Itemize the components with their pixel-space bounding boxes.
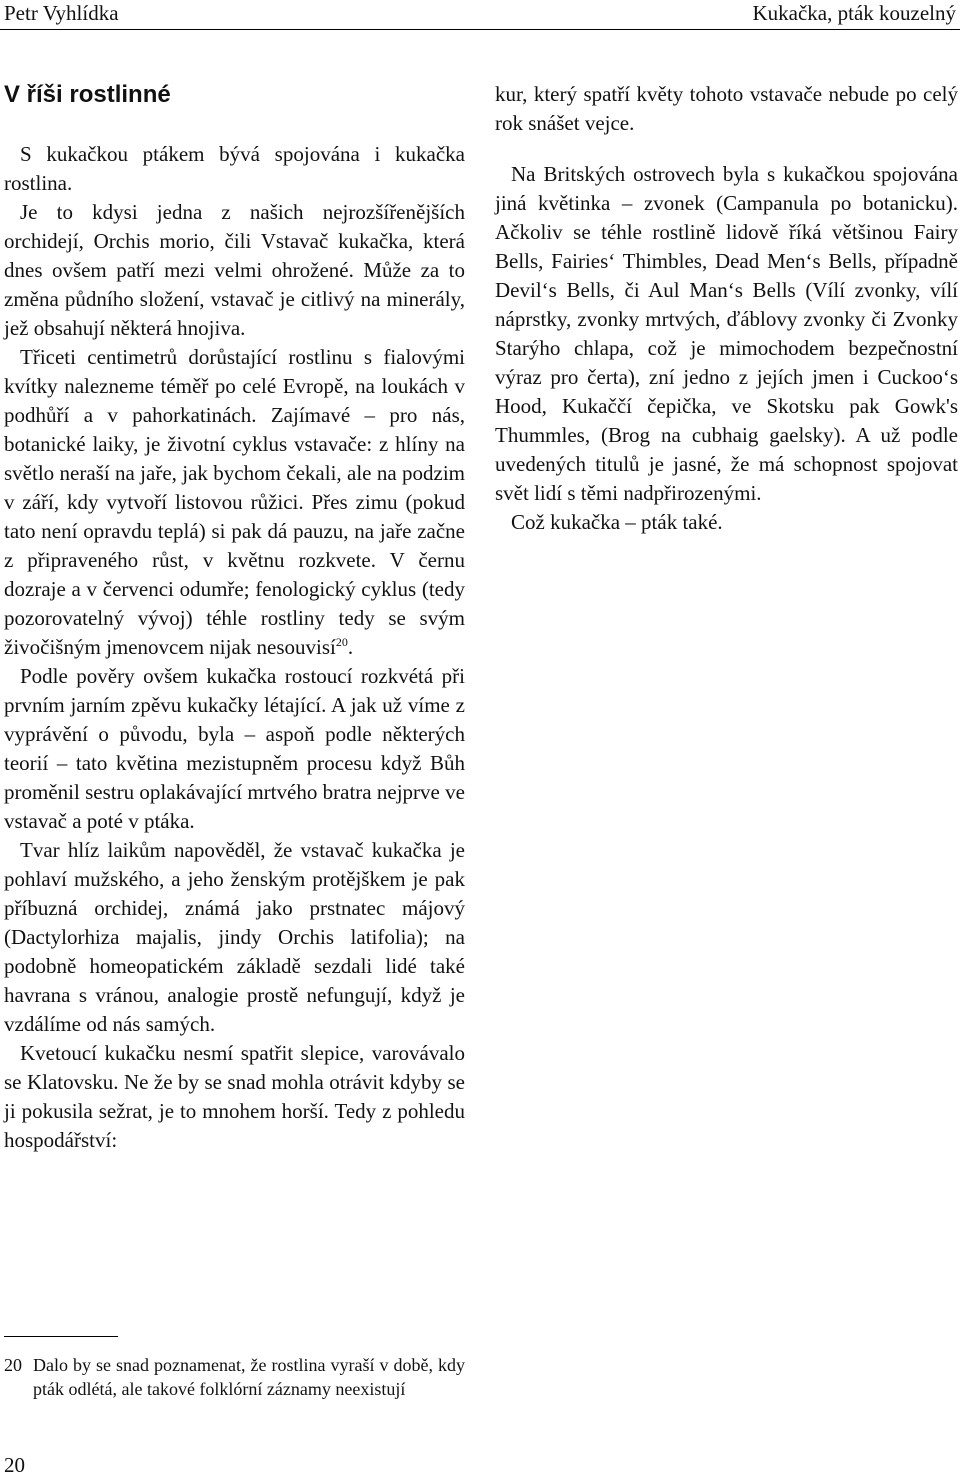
left-column — [4, 80, 465, 1155]
paragraph: S kukačkou ptákem bývá spojována i kukačka rostlina. — [4, 142, 465, 195]
paragraph: Je to kdysi jedna z našich nejrozšířenějších orchidejí, Orchis morio, čili Vstavač kukačka, která dnes ovšem patří mezi velmi ohrožené. Může za to změna půdního složení, vstavač je citlivý na minerály, jež obsahují některá hnojiva. — [4, 200, 465, 340]
page-number: 20 — [4, 1453, 25, 1477]
section-title: V říši rostlinné — [4, 81, 171, 108]
paragraph: Kvetoucí kukačku nesmí spatřit slepice, varovávalo se Klatovsku. Ne že by se snad mohla otrávit kdyby se ji pokusila sežrat, je to mnohem horší. Tedy z pohledu hospodářství: — [4, 1041, 465, 1152]
footnote-reference[interactable]: 20 — [335, 635, 348, 649]
header-divider — [0, 29, 960, 30]
paragraph: Třiceti centimetrů dorůstající rostlinu s fialovými kvítky nalezneme téměř po celé Evropě, na loukách v podhůří a v pahorkatinách. Zajímavé – pro nás, botanické laiky, je životní cyklus vstavače: z hlíny na světlo neraší na jaře, jak bychom čekali, ale na podzim v září, kdy vytvoří listovou růžici. Přes zimu (pokud tato není opravdu teplá) si pak dá pauzu, na jaře začne z připraveného růst, v květnu rozkvete. V černu dozraje a v červenci odumře; fenologický cyklus (tedy pozorovatelný vývoj) téhle rostliny tedy se svým živočišným jmenovcem nijak nesouvisí$^{20}$. — [4, 345, 465, 659]
footnote-text: Dalo by se snad poznamenat, že rostlina vyraší v době, kdy pták odlétá, ale takové folklórní záznamy neexistují — [33, 1355, 465, 1399]
footnote — [4, 1353, 465, 1401]
paragraph: Což kukačka – pták také. — [511, 510, 723, 534]
paragraph: Tvar hlíz laikům napověděl, že vstavač kukačka je pohlaví mužského, a jeho ženským protějškem je pak příbuzná orchidej, známá jako prstnatec májový (Dactylorhiza majalis, jindy Orchis latifolia); na podobně homeopatickém základě sezdali lidé také havrana s vránou, analogie prostě nefungují, když je vzdálíme od nás samých. — [4, 838, 465, 1036]
footnote-number: 20 — [4, 1355, 22, 1375]
right-column — [495, 80, 958, 537]
paragraph-continued: kur, který spatří květy tohoto vstavače nebude po celý rok snášet vejce. — [495, 82, 958, 135]
paragraph: Podle pověry ovšem kukačka rostoucí rozkvétá při prvním jarním zpěvu kukačky létající. A jak už víme z vyprávění o původu, byla – aspoň podle některých teorií – tato květina mezistupněm procesu když Bůh proměnil sestru oplakávající mrtvého bratra nejprve ve vstavač a poté v ptáka. — [4, 664, 465, 833]
footnote-separator — [4, 1336, 118, 1337]
running-header-author: Petr Vyhlídka — [4, 1, 119, 25]
paragraph: Na Britských ostrovech byla s kukačkou spojována jiná květinka – zvonek (Campanula po botanicku). Ačkoliv se téhle rostlině lidově říká většinou Fairy Bells, Fairies‘ Thimbles, Dead Men‘s Bells, případně Devil‘s Bells, či Aul Man‘s Bells (Vílí zvonky, vílí náprstky, zvonky mrtvých, ďáblovy zvonky či Zvonky Starýho chlapa, což je mimochodem bezpečnostní výraz pro čerta), zní jedno z jejích jmen i Cuckoo‘s Hood, Kukaččí čepička, ve Skotsku pak Gowk's Thummles, (Brog na cubhaig gaelsky). A už podle uvedených titulů je jasné, že má schopnost spojovat svět lidí s těmi nadpřirozenými. — [495, 162, 958, 505]
paragraph-text: Třiceti centimetrů dorůstající rostlinu s fialovými kvítky nalezneme téměř po celé Evropě, na loukách v podhůří a v pahorkatinách. Zajímavé – pro nás, botanické laiky, je životní cyklus vstavače: z hlíny na světlo neraší na jaře, jak bychom čekali, ale na podzim v září, kdy vytvoří listovou růžici. Přes zimu (pokud tato není opravdu teplá) si pak dá pauzu, na jaře začne z připraveného růst, v květnu rozkvete. V černu dozraje a v červenci odumře; fenologický cyklus (tedy pozorovatelný vývoj) téhle rostliny tedy se svým živočišným jmenovcem nijak nesouvisí — [4, 345, 465, 659]
running-header-title: Kukačka, pták kouzelný — [752, 1, 956, 25]
